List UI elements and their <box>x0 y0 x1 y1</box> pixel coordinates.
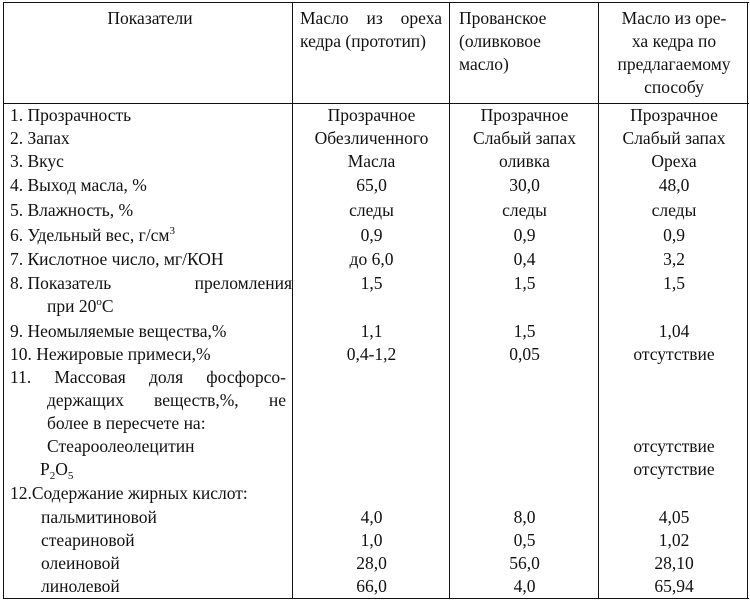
table-cell: 3,2 <box>663 249 685 269</box>
header-line: предлагаемому <box>617 54 731 74</box>
table-cell: 1,5 <box>360 273 383 293</box>
table-cell: Прозрачное <box>480 105 569 125</box>
header-line: Показатели <box>107 8 193 28</box>
row-label: 9. Неомыляемые вещества,% <box>10 321 227 341</box>
row-label-part: преломления <box>194 273 292 293</box>
header-line: масло) <box>459 54 509 74</box>
table-cell: 1,04 <box>658 321 690 341</box>
row-label: линолевой <box>41 576 120 596</box>
header-cell-provence <box>459 7 595 76</box>
row-label-continuation <box>10 295 329 318</box>
header-line: Масло из ореха <box>300 8 442 28</box>
row-label-text: P <box>40 459 50 479</box>
table-cell: 8,0 <box>513 507 536 527</box>
table-cell: 0,05 <box>509 344 540 364</box>
table-cell: отсутствие <box>633 459 715 479</box>
table-cell: 56,0 <box>509 553 540 573</box>
subscript: 5 <box>67 470 74 482</box>
row-label-part: 8. Показатель <box>10 273 112 293</box>
header-line: (оливковое <box>459 31 541 51</box>
header-cell-indicators <box>10 7 290 30</box>
table-cell: до 6,0 <box>349 249 394 269</box>
row-label: стеариновой <box>41 530 135 550</box>
header-cell-prototype <box>300 7 442 53</box>
header-line: Прованское <box>459 8 547 28</box>
table-cell: Масла <box>347 151 396 171</box>
table-border-left <box>3 2 4 599</box>
table-cell: 0,4 <box>513 249 536 269</box>
row-label: Стеароолеолецитин <box>47 436 195 456</box>
row-label: 10. Нежировые примеси,% <box>10 344 211 364</box>
table-cell: 0,9 <box>663 225 685 245</box>
table-cell: следы <box>349 200 394 220</box>
table-cell: Ореха <box>651 151 697 171</box>
row-label: 12.Содержание жирных кислот: <box>10 483 248 503</box>
row-label <box>10 272 292 295</box>
table-cell: отсутствие <box>633 436 715 456</box>
table-border-bottom <box>3 598 749 599</box>
table-divider-2 <box>449 2 450 599</box>
table-cell: 48,0 <box>658 175 690 195</box>
table-cell: Прозрачное <box>630 105 718 125</box>
table-cell: 1,02 <box>658 530 690 550</box>
row-label-text: 6. Удельный вес, г/см <box>10 225 170 245</box>
header-line: ха кедра по <box>631 31 717 51</box>
header-cell-proposed <box>600 7 748 99</box>
table-cell: 28,10 <box>654 553 694 573</box>
table-cell: оливка <box>499 151 550 171</box>
table-cell: Прозрачное <box>327 105 416 125</box>
table-cell: следы <box>651 200 697 220</box>
row-label: 2. Запах <box>10 128 70 148</box>
table-cell: 1,5 <box>663 273 685 293</box>
table-cell: 28,0 <box>356 553 387 573</box>
row-label: олеиновой <box>41 553 120 573</box>
row-label: 11. Массовая доля фосфорсо- <box>10 367 286 387</box>
row-label: пальмитиновой <box>41 507 157 527</box>
table-border-top <box>3 2 749 3</box>
table-cell: 65,0 <box>356 175 387 195</box>
table-cell: 65,94 <box>654 576 694 596</box>
subscript: 2 <box>49 470 56 482</box>
row-label <box>40 458 286 481</box>
table-cell: 0,9 <box>513 225 536 245</box>
table-cell: Слабый запах <box>622 128 726 148</box>
row-label: 1. Прозрачность <box>10 105 132 125</box>
table-cell: Слабый запах <box>473 128 576 148</box>
table-cell: 0,9 <box>360 225 383 245</box>
table-cell: Обезличенного <box>314 128 429 148</box>
table-cell: 1,1 <box>360 321 383 341</box>
row-label: 3. Вкус <box>10 151 64 171</box>
table-cell: 4,0 <box>513 576 536 596</box>
table-cell: 4,05 <box>658 507 690 527</box>
row-label: 7. Кислотное число, мг/КОН <box>10 249 224 269</box>
row-label: 5. Влажность, % <box>10 200 134 220</box>
table-cell: 1,0 <box>360 530 383 550</box>
superscript: о <box>96 296 102 308</box>
table-cell: 0,4-1,2 <box>346 344 397 364</box>
table-cell: отсутствие <box>633 344 715 364</box>
row-label-continuation: более в пересчете на: <box>47 413 206 433</box>
table-cell: 1,5 <box>513 273 536 293</box>
table-cell: 0,5 <box>513 530 536 550</box>
row-label-text: O <box>55 459 68 479</box>
table-divider-3 <box>598 2 599 599</box>
table-cell: 30,0 <box>509 175 540 195</box>
table-cell: следы <box>502 200 547 220</box>
row-label-continuation: держащих веществ,%, не <box>47 390 286 410</box>
table-cell: 4,0 <box>360 507 383 527</box>
table-cell: 1,5 <box>513 321 536 341</box>
row-label <box>10 224 292 247</box>
superscript: 3 <box>169 225 175 237</box>
header-line: Масло из оре- <box>621 8 727 28</box>
row-label: 4. Выход масла, % <box>10 175 147 195</box>
row-label-text: С <box>101 296 114 316</box>
header-line: кедра (прототип) <box>300 31 427 51</box>
row-label-text: при 20 <box>47 296 97 316</box>
header-line: способу <box>644 77 704 97</box>
table-cell: 66,0 <box>356 576 387 596</box>
